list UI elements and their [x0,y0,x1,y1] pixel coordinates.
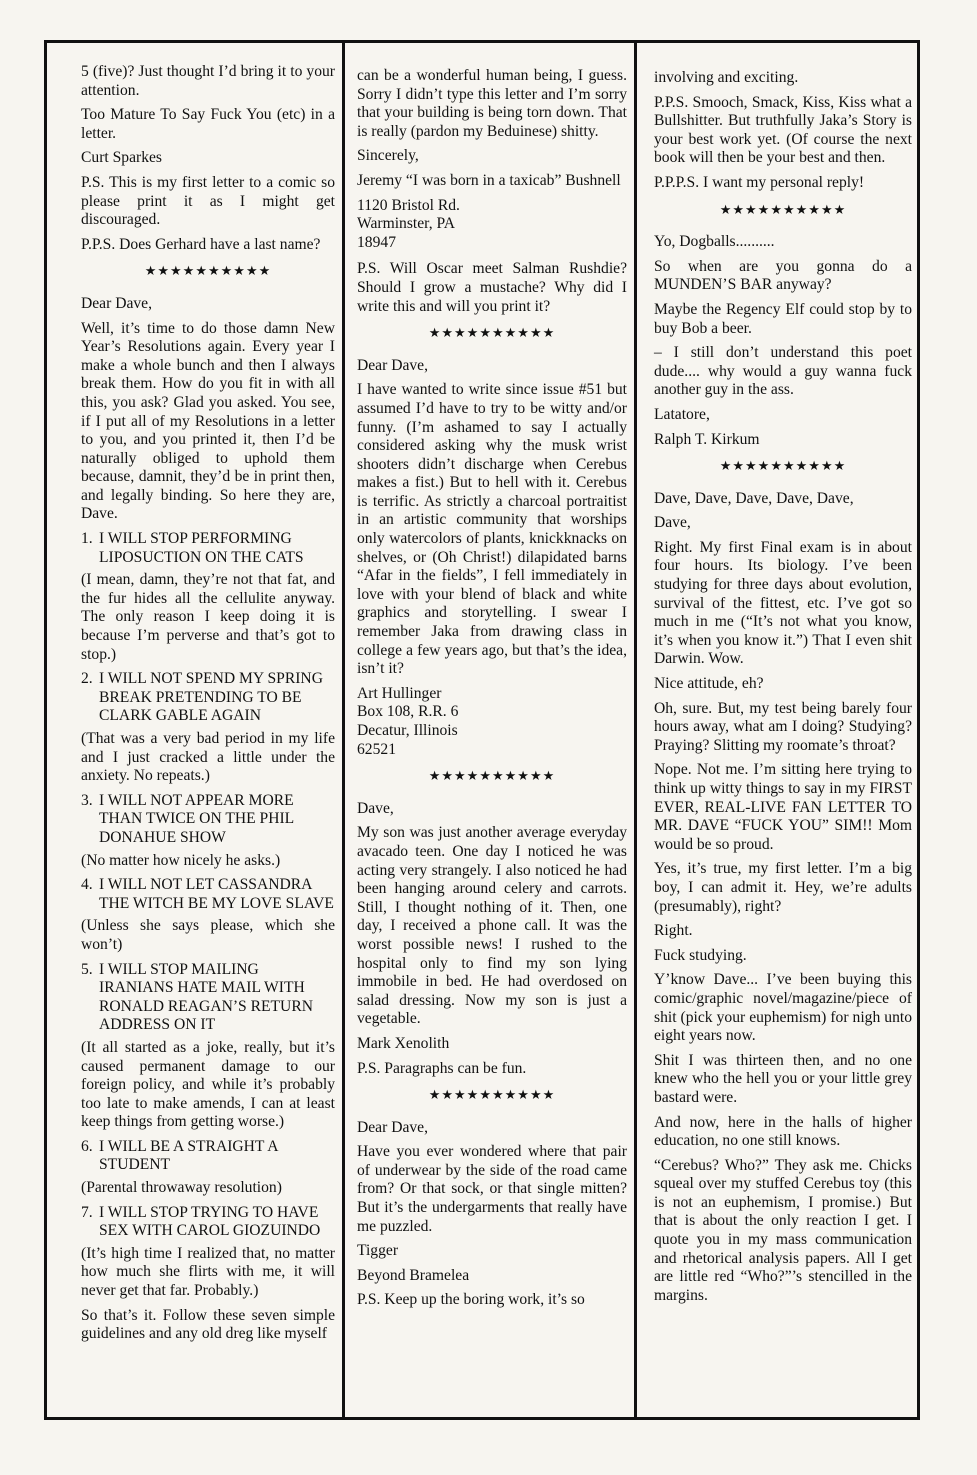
letter-paragraph: – I still don’t understand this poet dude.... why would a guy wanna fuck another guy in the ass. [654,344,912,399]
letter-paragraph: Have you ever wondered where that pair of underwear by the side of the road came from? Or that sock, or that single mitten? But it’s the undergarments that really have me puzzled. [357,1143,627,1235]
letter-paragraph: Beyond Bramelea [357,1266,470,1284]
star-separator: ★★★★★★★★★★ [719,458,847,474]
resolution-number: 3. [81,791,93,809]
resolution-number: 2. [81,670,93,688]
star-separator: ★★★★★★★★★★ [428,768,556,784]
letter-paragraph: P.P.P.S. I want my personal reply! [654,173,865,191]
letter-paragraph: Mark Xenolith [357,1034,450,1052]
letter-paragraph: (It all started as a joke, really, but it’s caused permanent damage to our foreign policy, and while it’s probably too late to make amends, I can at least keep things from getting worse.) [81,1038,335,1131]
letter-paragraph: Shit I was thirteen then, and no one knew who the hell you or your little grey bastard were. [654,1051,912,1106]
address-line: Warminster, PA [357,215,456,233]
resolution-item [81,876,335,913]
letter-paragraph: Dave, [357,799,394,817]
letter-paragraph: Jeremy “I was born in a taxicab” Bushnell [357,171,621,189]
resolution-number: 7. [81,1203,93,1221]
address-line: Box 108, R.R. 6 [357,703,459,721]
letter-paragraph: Dave, [654,514,691,532]
resolution-item [81,670,335,726]
letter-paragraph: P.S. Keep up the boring work, it’s so [357,1291,585,1309]
letter-paragraph: Well, it’s time to do those damn New Year’s Resolutions again. Every year I make a whole bunch and then I always break them. How do you fit in with all this, you ask? Glad you asked. You see, if I put all of my Resolutions in a letter to you, and you printed it, then I’d be naturally obliged to uphold them because, damnit, they’d be in print then, and legally binding. So here they are, Dave. [81,319,335,523]
letter-paragraph: Dear Dave, [81,294,152,312]
resolution-text: I WILL BE A STRAIGHT A STUDENT [99,1137,278,1174]
letter-paragraph: (No matter how nicely he asks.) [81,851,281,869]
address-line: 62521 [357,740,396,758]
resolution-item [81,530,335,567]
letter-paragraph: Ralph T. Kirkum [654,430,760,448]
resolution-text: I WILL NOT APPEAR MORE THAN TWICE ON THE PHIL DONAHUE SHOW [99,791,294,846]
letter-paragraph: My son was just another average everyday avacado teen. One day I noticed he was acting very strangely. I also noticed he had been hanging around celery and carrots. Still, I thought nothing of it. Then, one day, I received a phone call. It was the worst possible news! I rushed to the hospital only to find my son lying immobile in bed. He had overdosed on salad dressing. Now my son is just a vegetable. [357,824,627,1028]
letter-paragraph: Dear Dave, [357,1118,428,1136]
resolution-text: I WILL NOT SPEND MY SPRING BREAK PRETENDING TO BE CLARK GABLE AGAIN [99,670,323,725]
letter-paragraph: Yo, Dogballs.......... [654,233,775,251]
letter-paragraph: can be a wonderful human being, I guess. Sorry I didn’t type this letter and I’m sorry that your building is being torn down. That is really (pardon my Beduinese) shitty. [357,67,627,140]
letter-paragraph: Curt Sparkes [81,149,162,167]
letter-paragraph: Maybe the Regency Elf could stop by to buy Bob a beer. [654,300,912,337]
star-separator: ★★★★★★★★★★ [144,263,272,279]
resolution-item [81,961,335,1035]
letter-paragraph: P.P.S. Does Gerhard have a last name? [81,235,321,253]
letter-paragraph: So when are you gonna do a MUNDEN’S BAR anyway? [654,257,912,294]
star-separator: ★★★★★★★★★★ [428,1087,556,1103]
letter-paragraph: P.S. Paragraphs can be fun. [357,1059,527,1077]
letter-paragraph: P.S. This is my first letter to a comic so please print it as I might get discouraged. [81,173,335,229]
column-divider [342,43,345,1417]
resolution-number: 1. [81,530,93,548]
letter-paragraph: (That was a very bad period in my life and I just cracked a little under the anxiety. No repeats.) [81,730,335,785]
address-line: 1120 Bristol Rd. [357,196,460,214]
resolution-item [81,1204,335,1241]
letter-paragraph: Right. [654,922,693,940]
column-2 [347,51,633,1411]
letter-paragraph: So that’s it. Follow these seven simple guidelines and any old dreg like myself [81,1306,335,1343]
letter-paragraph: P.S. Will Oscar meet Salman Rushdie? Should I grow a mustache? Why did I write this and will you print it? [357,260,627,315]
letter-paragraph: “Cerebus? Who?” They ask me. Chicks squeal over my stuffed Cerebus toy (this is not an euphemism, I promise.) But that is about the only reaction I get. I quote you in my mass communication and rhetorical analysis papers. All I get are little red “Who?”’s stencilled in the margins. [654,1156,912,1304]
letters-page [44,40,920,1420]
letter-paragraph: P.P.S. Smooch, Smack, Kiss, Kiss what a Bullshitter. But truthfully Jaka’s Story is your best work yet. (Of course the next book will then be your best and then. [654,93,912,167]
resolution-item [81,792,335,848]
letter-paragraph: (Parental throwaway resolution) [81,1179,282,1197]
resolution-text: I WILL NOT LET CASSANDRA THE WITCH BE MY LOVE SLAVE [99,876,334,912]
letter-paragraph: Dear Dave, [357,356,428,374]
address-line: Art Hullinger [357,684,442,702]
resolution-text: I WILL STOP PERFORMING LIPOSUCTION ON THE CATS [99,530,304,566]
letter-paragraph: Too Mature To Say Fuck You (etc) in a letter. [81,106,335,142]
address-line: 18947 [357,233,396,251]
column-1 [53,51,339,1411]
letter-paragraph: I have wanted to write since issue #51 but assumed I’d have to try to be witty and/or funny. (I’m ashamed to say I actually considered asking why the musk wrist shooters didn’t discharge when Cerebus makes a fist.) But to hell with it. Cerebus is terrific. As strictly a charcoal portraitist in an artistic community that worships only watercolors of plants, knickknacks on shelves, or (Oh Christ!) dilapidated barns “Afar in the fields”, I fell immediately in love with your blend of black and white graphics and storytelling. I swear I remember Jaka from drawing class in college a few years ago, but that’s the idea, isn’t it? [357,381,627,678]
letter-paragraph: Tigger [357,1242,399,1260]
letter-paragraph: (Unless she says please, which she won’t) [81,917,335,953]
mailing-address [357,685,627,759]
letter-paragraph: Dave, Dave, Dave, Dave, Dave, [654,489,854,507]
letter-paragraph: Yes, it’s true, my first letter. I’m a big boy, I can admit it. Hey, we’re adults (presumably), right? [654,860,912,915]
star-separator: ★★★★★★★★★★ [719,201,847,217]
address-line: Decatur, Illinois [357,722,458,739]
letter-paragraph: involving and exciting. [654,69,799,86]
letter-paragraph: Sincerely, [357,147,419,165]
letter-paragraph: And now, here in the halls of higher education, no one still knows. [654,1113,912,1150]
letter-paragraph: Oh, sure. But, my test being barely four hours away, what am I doing? Studying? Praying? Slitting my roomate’s throat? [654,699,912,754]
resolution-item [81,1138,335,1175]
letter-paragraph: Latatore, [654,405,710,423]
mailing-address [357,197,627,253]
resolution-number: 6. [81,1137,93,1155]
letter-paragraph: 5 (five)? Just thought I’d bring it to your attention. [81,63,335,99]
resolution-text: I WILL STOP MAILING IRANIANS HATE MAIL WITH RONALD REAGAN’S RETURN ADDRESS ON IT [99,960,313,1034]
letter-paragraph: (It’s high time I realized that, no matter how much she flirts with me, it will never get that far. Probably.) [81,1244,335,1300]
letter-paragraph: Right. My first Final exam is in about four hours. Its biology. I’ve been studying for three days about evolution, survival of the fittest, etc. I’ve got so much in me (“It’s not what you know, it’s when you know it.”) That I even shit Darwin. Wow. [654,538,912,668]
star-separator: ★★★★★★★★★★ [428,325,556,341]
letter-paragraph: Fuck studying. [654,946,747,964]
letter-paragraph: Y’know Dave... I’ve been buying this comic/graphic novel/magazine/piece of shit (pick your euphemism) for nigh unto eight years now. [654,971,912,1045]
letter-paragraph: Nope. Not me. I’m sitting here trying to think up witty things to say in my FIRST EVER, REAL-LIVE FAN LETTER TO MR. DAVE “FUCK YOU” SIM!! Mom would be so proud. [654,761,912,853]
resolution-number: 4. [81,876,93,894]
letter-paragraph: (I mean, damn, they’re not that fat, and the fur hides all the cellulite anyway. The only reason I keep doing it is because I’m perverse and that’s got to stop.) [81,571,335,663]
column-divider [634,43,637,1417]
resolution-number: 5. [81,960,93,978]
resolution-text: I WILL STOP TRYING TO HAVE SEX WITH CAROL GIOZUINDO [99,1203,321,1240]
column-3 [640,51,916,1411]
letter-paragraph: Nice attitude, eh? [654,675,764,693]
